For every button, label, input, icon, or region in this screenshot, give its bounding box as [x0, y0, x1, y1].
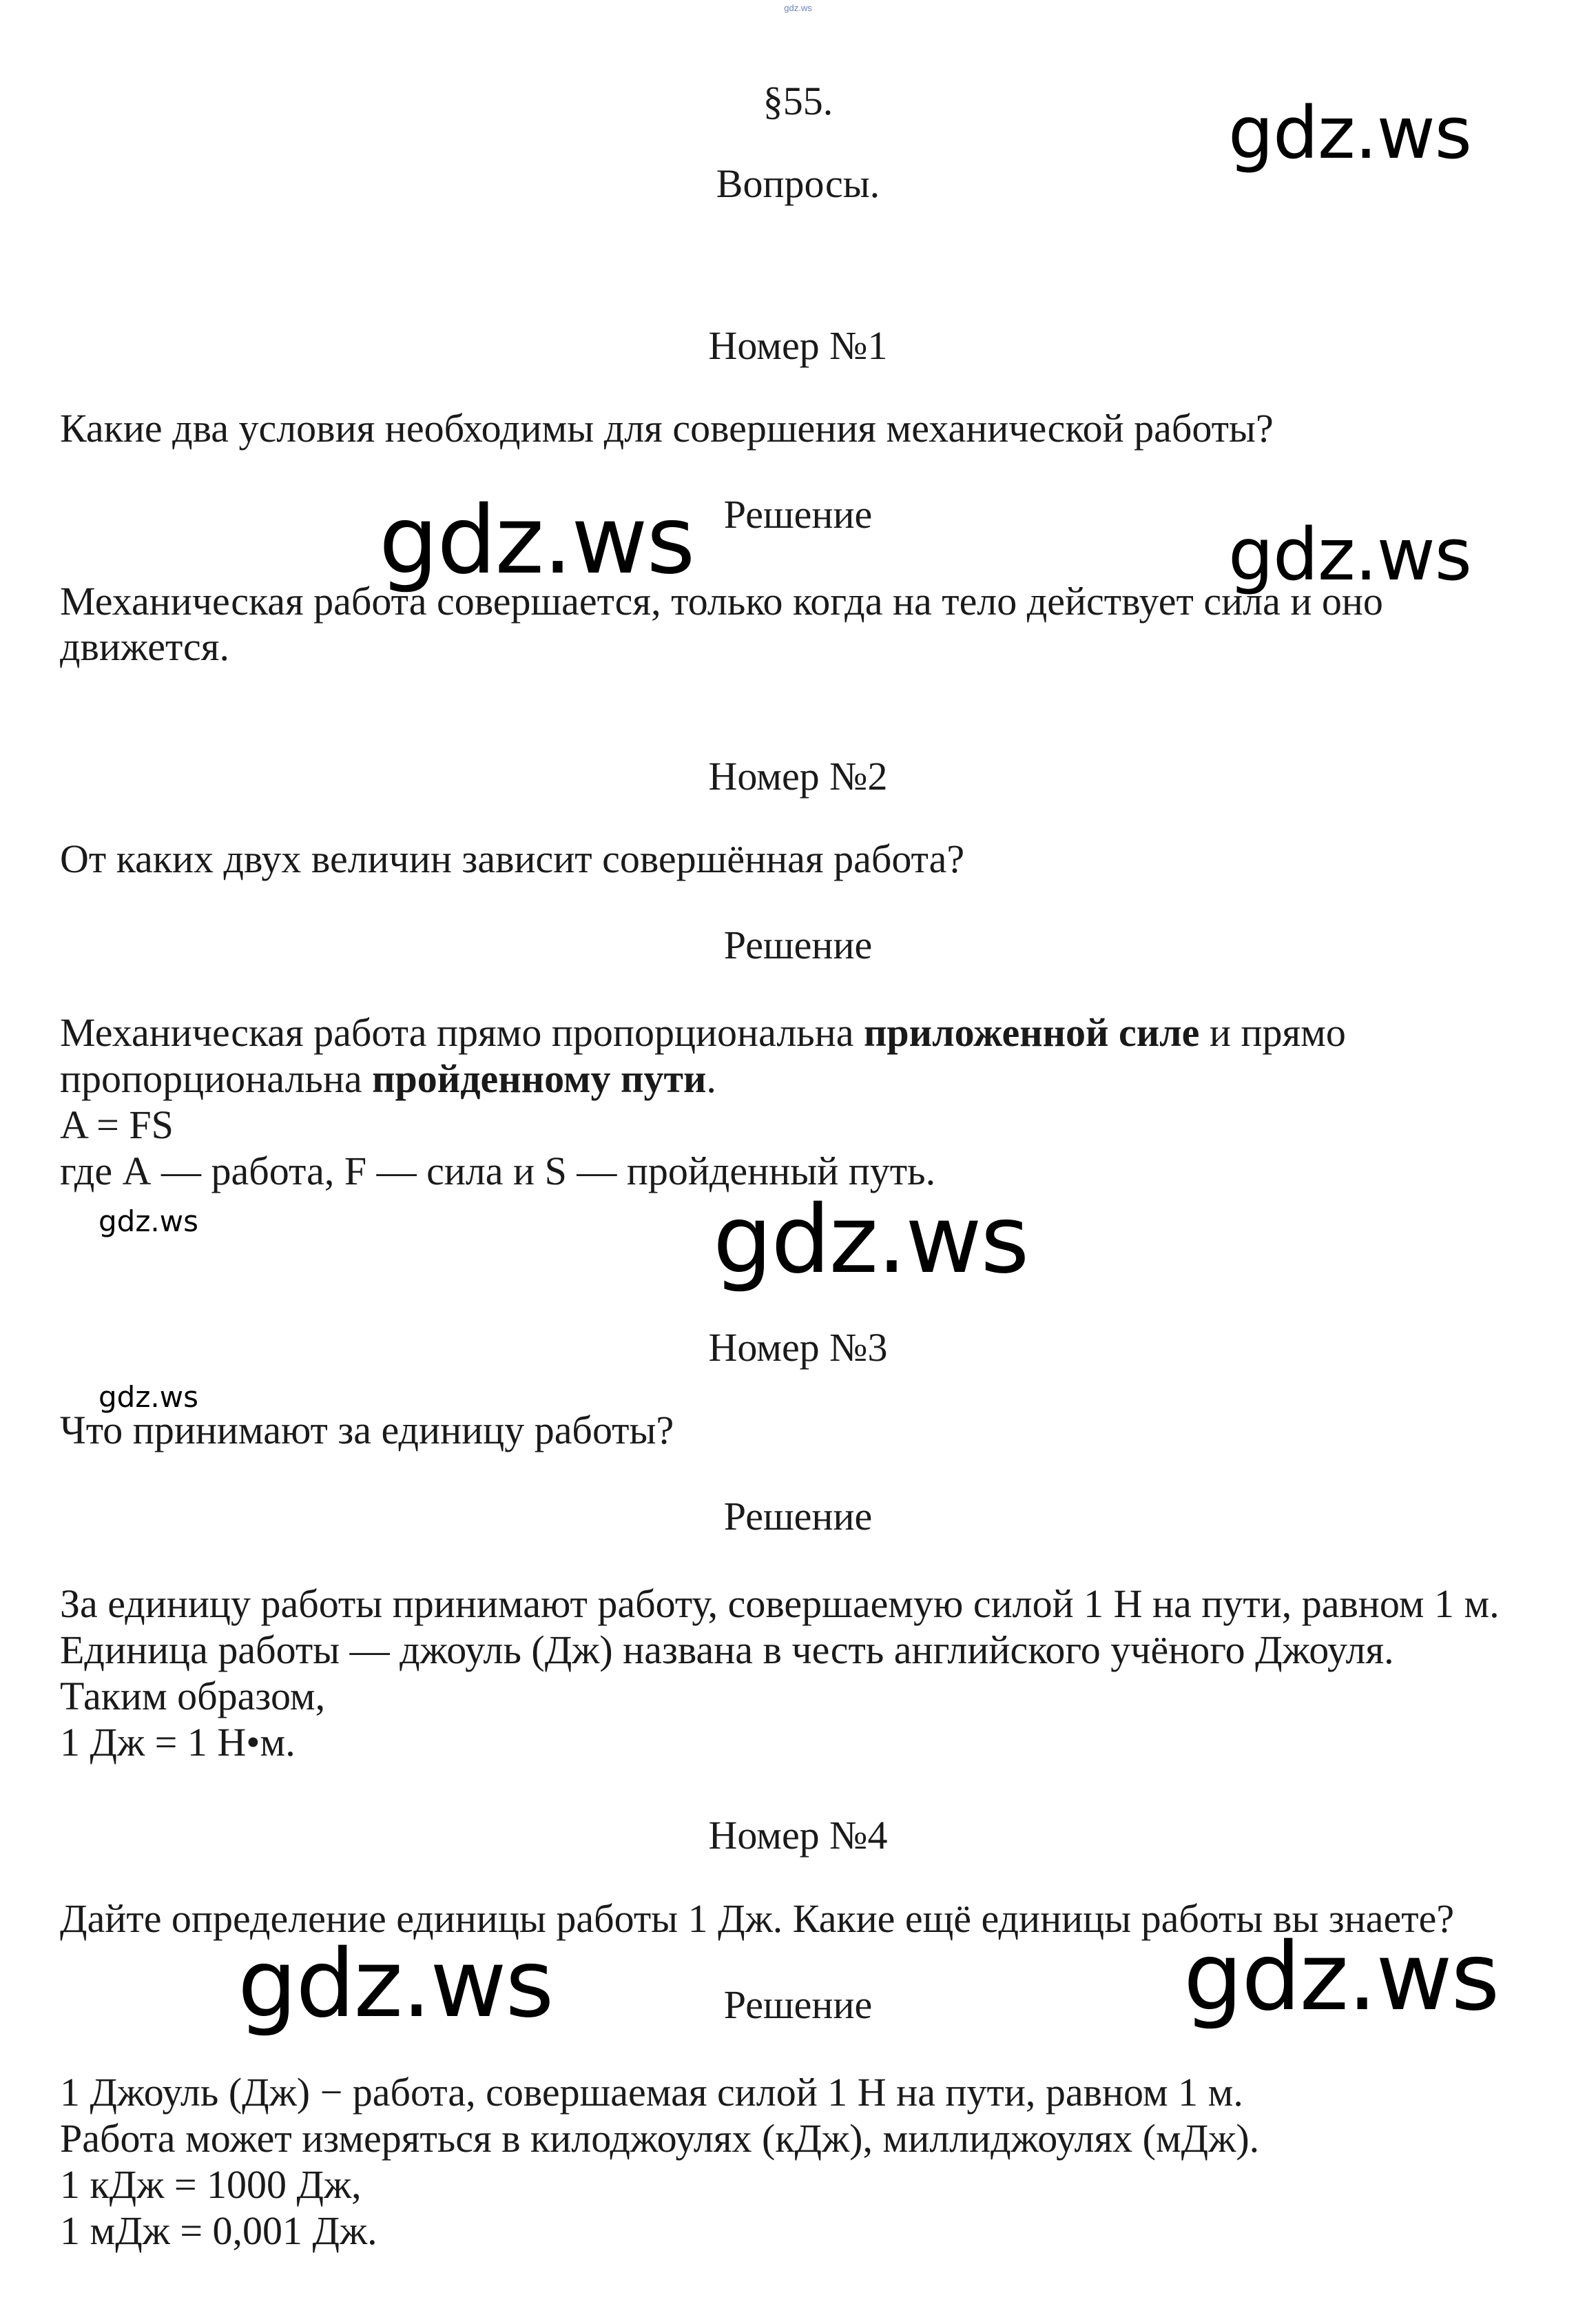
q3-answer-line2: Единица работы — джоуль (Дж) названа в честь английского учёного Джоуля. — [60, 1627, 1394, 1672]
watermark: gdz.ws — [238, 1930, 553, 2039]
q2-answer-line1: Механическая работа прямо пропорциональна приложенной силе и прямо — [60, 1010, 1346, 1055]
q4-answer-line1: 1 Джоуль (Дж) − работа, совершаемая силой 1 Н на пути, равном 1 м. — [60, 2070, 1243, 2115]
q4-answer-line4: 1 мДж = 0,001 Дж. — [60, 2208, 377, 2253]
q3-answer-line3: Таким образом, — [60, 1674, 326, 1718]
q3-answer-line4: 1 Дж = 1 Н•м. — [60, 1720, 296, 1765]
watermark: gdz.ws — [99, 1380, 198, 1414]
q1-solution-label: Решение — [723, 492, 873, 537]
watermark: gdz.ws — [1228, 513, 1471, 597]
q2-formula: A = FS — [60, 1102, 174, 1147]
q2-answer-line2: пропорциональна пройденному пути. — [60, 1056, 716, 1101]
q1-question: Какие два условия необходимы для совершения механической работы? — [60, 406, 1274, 451]
watermark: gdz.ws — [1183, 1923, 1499, 2032]
section-number: §55. — [763, 79, 833, 123]
q2-where: где А — работа, F — сила и S — пройденный путь. — [60, 1149, 936, 1193]
q4-question: Дайте определение единицы работы 1 Дж. Какие ещё единицы работы вы знаете? — [60, 1896, 1455, 1941]
top-site-mark: gdz.ws — [784, 3, 812, 13]
page-heading: Вопросы. — [716, 161, 880, 206]
q2-bold-force: приложенной силе — [864, 1010, 1200, 1055]
q3-solution-label: Решение — [723, 1494, 873, 1539]
q1-answer-line2: движется. — [60, 624, 229, 669]
q4-solution-label: Решение — [723, 1982, 873, 2027]
q2-question: От каких двух величин зависит совершённая работа? — [60, 836, 965, 881]
watermark: gdz.ws — [713, 1186, 1028, 1295]
q4-answer-line3: 1 кДж = 1000 Дж, — [60, 2162, 362, 2207]
watermark: gdz.ws — [379, 486, 694, 595]
q2-number: Номер №2 — [708, 754, 888, 799]
q3-question: Что принимают за единицу работы? — [60, 1408, 674, 1452]
q3-answer-line1: За единицу работы принимают работу, совершаемую силой 1 Н на пути, равном 1 м. — [60, 1581, 1500, 1626]
q2-bold-path: пройденному пути — [372, 1056, 707, 1101]
q3-number: Номер №3 — [708, 1325, 888, 1370]
watermark: gdz.ws — [1228, 91, 1471, 175]
q4-answer-line2: Работа может измеряться в килоджоулях (кДж), миллиджоулях (мДж). — [60, 2116, 1260, 2161]
q2-solution-label: Решение — [723, 923, 873, 967]
q1-number: Номер №1 — [708, 323, 888, 368]
q4-number: Номер №4 — [708, 1813, 888, 1858]
q1-answer-line1: Механическая работа совершается, только когда на тело действует сила и оно — [60, 579, 1383, 624]
watermark: gdz.ws — [99, 1204, 198, 1238]
